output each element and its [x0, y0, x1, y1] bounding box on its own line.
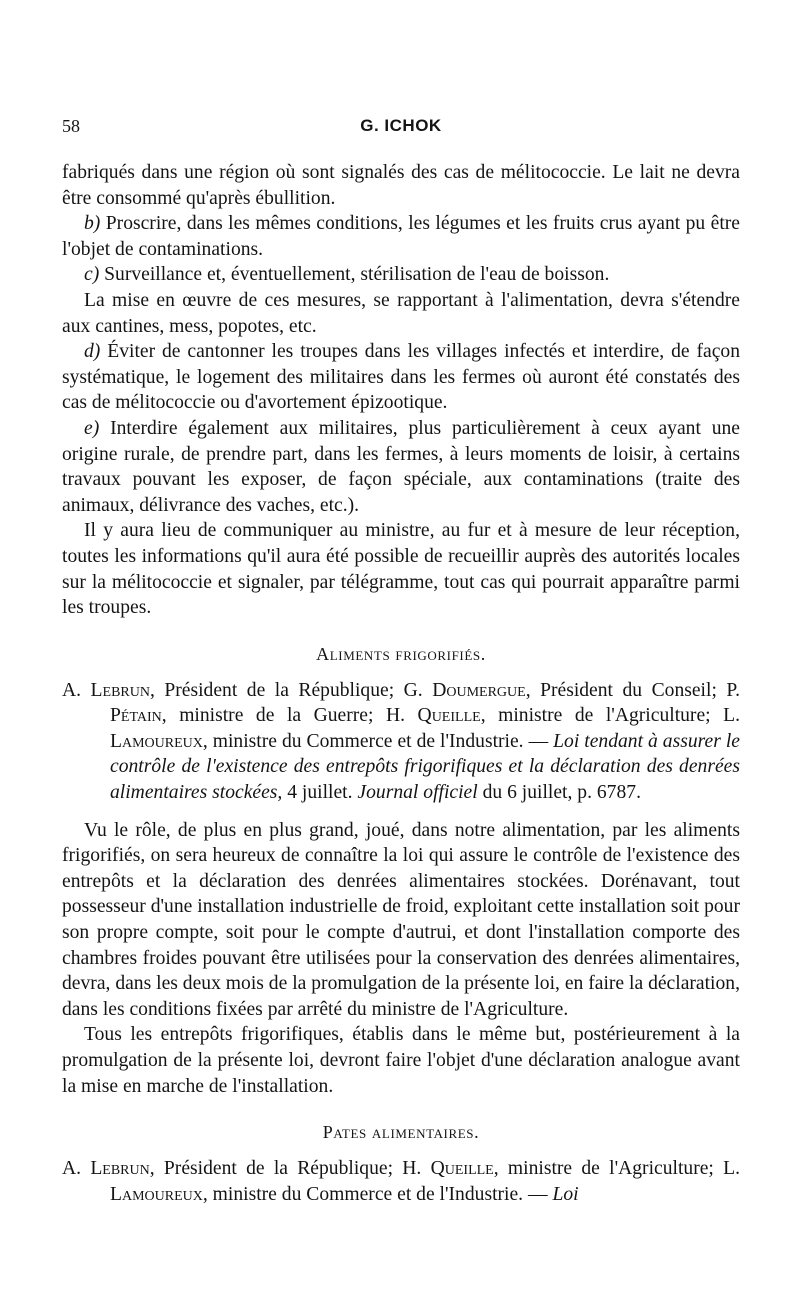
ref-text: , ministre du Commerce et de l'Industrie. — [202, 730, 554, 752]
paragraph-b [62, 211, 740, 262]
law-reference [62, 1156, 740, 1207]
paragraph: La mise en œuvre de ces mesures, se rapportant à l'alimentation, devra s'étendre aux cantines, mess, popotes, etc. [62, 289, 740, 337]
running-head [62, 116, 740, 138]
running-title: G. ICHOK [360, 116, 442, 135]
paragraph-text: Proscrire, dans les mêmes conditions, les légumes et les fruits crus ayant pu être l'objet de contaminations. [62, 213, 740, 260]
ref-text: A. [62, 1158, 91, 1180]
paragraph-text: Interdire également aux militaires, plus particulièrement à ceux ayant une origine rurale, de prendre part, dans les fermes, à leurs moments de loisir, à certains travaux pouvant les exposer, de façon spéciale, aux contaminations (traite des animaux, délivrance des vaches, etc.). [62, 417, 741, 516]
paragraph-text: Surveillance et, éventuellement, stérilisation de l'eau de boisson. [104, 264, 610, 286]
item-label: b) [84, 213, 101, 235]
journal-title: Journal officiel [357, 782, 478, 804]
ref-text: , ministre de la Guerre; H. [161, 705, 418, 727]
section-title-pates: Pates alimentaires. [322, 1122, 480, 1143]
ref-text: 4 juillet. [282, 782, 358, 804]
ref-name: Doumergue [432, 679, 526, 701]
ref-text: , Président du Conseil; P. [525, 679, 741, 701]
ref-text: , ministre de l'Agriculture; L. [493, 1158, 740, 1180]
item-label: e) [84, 417, 100, 439]
law-reference [62, 678, 740, 806]
paragraph-c [62, 262, 740, 288]
ref-text: A. [62, 679, 91, 701]
paragraph-d [62, 339, 740, 416]
ref-text: , ministre du Commerce et de l'Industrie. — [202, 1183, 553, 1205]
ref-text: du 6 juillet, p. 6787. [477, 782, 641, 804]
paragraph-e [62, 416, 740, 518]
ref-name: Pétain [110, 705, 162, 727]
ref-name: Lebrun [90, 1158, 150, 1180]
item-label: d) [84, 341, 101, 363]
ref-name: Lebrun [90, 679, 150, 701]
paragraph: Il y aura lieu de communiquer au ministre, au fur et à mesure de leur réception, toutes les informations qu'il aura été possible de recueillir auprès des autorités locales sur la mélitococcie et signaler, par télégramme, tout cas qui pourrait apparaître parmi les troupes. [62, 520, 740, 619]
item-label: c) [84, 264, 100, 286]
paragraph: fabriqués dans une région où sont signalés des cas de mélitococcie. Le lait ne devra être consommé qu'après ébullition. [62, 162, 740, 209]
section-title-aliments: Aliments frigorifiés. [316, 643, 486, 664]
ref-text: , Président de la République; H. [149, 1158, 431, 1180]
page-number: 58 [62, 116, 80, 136]
ref-text: , ministre de l'Agriculture; L. [480, 705, 740, 727]
body-text [62, 160, 740, 1219]
ref-name: Queille [430, 1158, 494, 1180]
ref-name: Lamoureux [110, 1183, 203, 1205]
paragraph: Tous les entrepôts frigorifiques, établis dans le même but, postérieurement à la promulgation de la présente loi, devront faire l'objet d'une déclaration analogue avant la mise en marche de l'installation. [62, 1024, 740, 1097]
ref-name: Lamoureux [110, 730, 203, 752]
ref-text: , Président de la République; G. [149, 679, 433, 701]
ref-name: Queille [417, 705, 481, 727]
paragraph-text: Éviter de cantonner les troupes dans les villages infectés et interdire, de façon systématique, le logement des militaires dans les fermes où auront été constatés des cas de mélitococcie ou d'avortement épizootique. [62, 341, 740, 414]
paragraph: Vu le rôle, de plus en plus grand, joué, dans notre alimentation, par les aliments frigorifiés, on sera heureux de connaître la loi qui assure le contrôle de l'existence des entrepôts et la déclaration des denrées alimentaires stockées. Dorénavant, tout possesseur d'une installation industrielle de froid, exploitant cette installation soit pour son propre compte, soit pour le compte d'autrui, et dont l'installation comporte des chambres froides pouvant être utilisées pour la conservation des denrées alimentaires, devra, dans les deux mois de la promulgation de la présente loi, en faire la déclaration, dans les conditions fixées par arrêté du ministre de l'Agriculture. [62, 819, 740, 1020]
law-title: Loi tendant à assurer le contrôle de l'existence des entrepôts frigorifiques et la déclaration des denrées alimentaires stockées, [110, 730, 740, 804]
law-title: Loi [552, 1183, 579, 1205]
